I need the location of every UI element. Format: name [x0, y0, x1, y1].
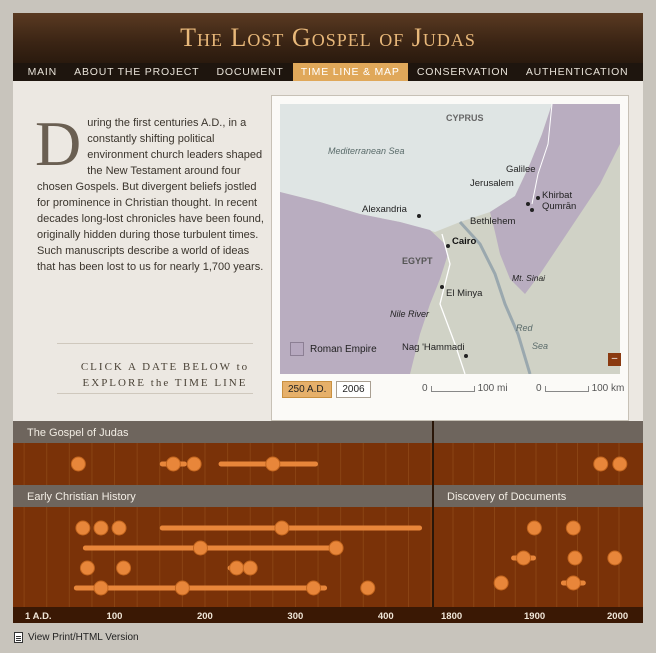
scale-miles [422, 383, 508, 394]
page-frame [13, 13, 643, 623]
scale-bar [431, 386, 475, 392]
nav-item-time-line-map[interactable]: TIME LINE & MAP [293, 63, 408, 81]
event-marker[interactable] [266, 457, 280, 471]
event-marker[interactable] [80, 561, 94, 575]
scale-zero: 0 [536, 383, 542, 394]
scale-bar [545, 386, 589, 392]
band-label-history: Early Christian History [27, 491, 136, 503]
event-marker[interactable] [494, 576, 508, 590]
print-version-label[interactable]: View Print/HTML Version [28, 632, 139, 643]
nav-item-document[interactable]: DOCUMENT [216, 66, 284, 78]
axis-tick-label: 200 [196, 611, 213, 622]
event-marker[interactable] [566, 576, 580, 590]
axis-tick-label: 300 [287, 611, 304, 622]
event-marker[interactable] [94, 521, 108, 535]
event-marker[interactable] [307, 581, 321, 595]
dropcap-letter: D [35, 108, 82, 179]
intro-paragraph: uring the first centuries A.D., in a constantly shifting political environment church leaders shaped the New Testament around four chosen Gospels. But divergent beliefs jostled for prominence in Christian thought. In recent decades long-lost chronicles have been found, originally hidden during those turbulent times. Such manuscripts describe a world of ideas that has been lost to us for nearly 1,700 years. [37, 117, 264, 273]
scale-zero: 0 [422, 383, 428, 394]
instruction-line-1: CLICK A DATE BELOW to [80, 361, 250, 373]
map-legend [290, 342, 377, 356]
nav-item-about-the-project[interactable]: ABOUT THE PROJECT [74, 66, 200, 78]
alexandria-dot [417, 214, 421, 218]
map-label-alexandria: Alexandria [362, 204, 407, 215]
event-range[interactable] [160, 526, 422, 531]
event-marker[interactable] [166, 457, 180, 471]
map-label-sinai: Mt. Sinai [512, 273, 546, 283]
event-marker[interactable] [568, 551, 582, 565]
date-button-250[interactable]: 250 A.D. [282, 381, 332, 398]
event-marker[interactable] [94, 581, 108, 595]
scale-km [536, 383, 624, 394]
band-label-gospel: The Gospel of Judas [27, 427, 129, 439]
event-marker[interactable] [361, 581, 375, 595]
scale-label: 100 mi [477, 383, 508, 394]
page-title: The Lost Gospel of Judas [180, 23, 476, 52]
map-label-redsea: Sea [532, 341, 549, 351]
map-label-sea: Mediterranean Sea [328, 146, 405, 156]
event-marker[interactable] [594, 457, 608, 471]
event-marker[interactable] [608, 551, 622, 565]
history-band-bg [13, 507, 643, 607]
event-range[interactable] [74, 586, 327, 591]
header-banner [13, 13, 643, 63]
gospel-band-bg [13, 443, 643, 485]
date-button-2006[interactable]: 2006 [336, 381, 370, 398]
minya-dot [440, 285, 444, 289]
event-marker[interactable] [275, 521, 289, 535]
map-label-egypt: EGYPT [402, 256, 433, 266]
nav-item-main[interactable]: MAIN [27, 66, 58, 78]
date-selector [282, 381, 371, 398]
axis-tick-label: 100 [106, 611, 123, 622]
axis-tick-label: 1900 [524, 611, 546, 622]
event-marker[interactable] [193, 541, 207, 555]
event-marker[interactable] [613, 457, 627, 471]
nav-item-authentication[interactable]: AUTHENTICATION [525, 66, 629, 78]
divider [57, 393, 253, 394]
map-panel [271, 95, 629, 421]
hammadi-dot [464, 354, 468, 358]
map-label-qumran: Qumrān [542, 201, 577, 212]
cairo-dot [446, 244, 450, 248]
axis-tick-label: 1800 [441, 611, 463, 622]
map-label-minya: El Minya [446, 288, 483, 299]
event-marker[interactable] [117, 561, 131, 575]
map-label-jerusalem: Jerusalem [470, 178, 514, 189]
timeline-instruction [65, 359, 265, 391]
event-marker[interactable] [517, 551, 531, 565]
document-icon [14, 632, 23, 643]
intro-text [35, 108, 267, 275]
event-marker[interactable] [71, 457, 85, 471]
axis-tick-label: 1 A.D. [25, 611, 52, 622]
legend-swatch [290, 342, 304, 356]
jerusalem-dot [526, 202, 530, 206]
print-version-link[interactable] [14, 632, 139, 643]
event-marker[interactable] [329, 541, 343, 555]
event-marker[interactable] [243, 561, 257, 575]
event-marker[interactable] [187, 457, 201, 471]
timeline[interactable] [13, 421, 643, 623]
map-label-khirbat: Khirbat [542, 190, 573, 201]
map-label-red: Red [516, 323, 533, 333]
legend-label: Roman Empire [310, 343, 377, 355]
map-label-cairo: Cairo [452, 236, 477, 247]
qumran-dot [536, 196, 540, 200]
divider [57, 343, 253, 344]
event-marker[interactable] [76, 521, 90, 535]
nav-item-conservation[interactable]: CONSERVATION [416, 66, 509, 78]
map-label-hammadi: Nag 'Hammadi [402, 342, 465, 353]
collapse-icon[interactable]: – [608, 353, 621, 366]
bethlehem-dot [530, 208, 534, 212]
event-marker[interactable] [112, 521, 126, 535]
map-label-nile: Nile River [390, 309, 430, 319]
event-marker[interactable] [175, 581, 189, 595]
scale-label: 100 km [591, 383, 625, 394]
instruction-line-2: EXPLORE the TIME LINE [82, 377, 248, 389]
map-label-cyprus: CYPRUS [446, 113, 484, 123]
event-marker[interactable] [527, 521, 541, 535]
region-map[interactable] [280, 104, 620, 374]
main-nav [13, 63, 643, 81]
map-label-bethlehem: Bethlehem [470, 216, 516, 227]
event-marker[interactable] [566, 521, 580, 535]
band-label-discovery: Discovery of Documents [447, 491, 567, 503]
event-marker[interactable] [230, 561, 244, 575]
axis-tick-label: 2000 [607, 611, 629, 622]
map-label-galilee: Galilee [506, 164, 536, 175]
axis-tick-label: 400 [377, 611, 394, 622]
